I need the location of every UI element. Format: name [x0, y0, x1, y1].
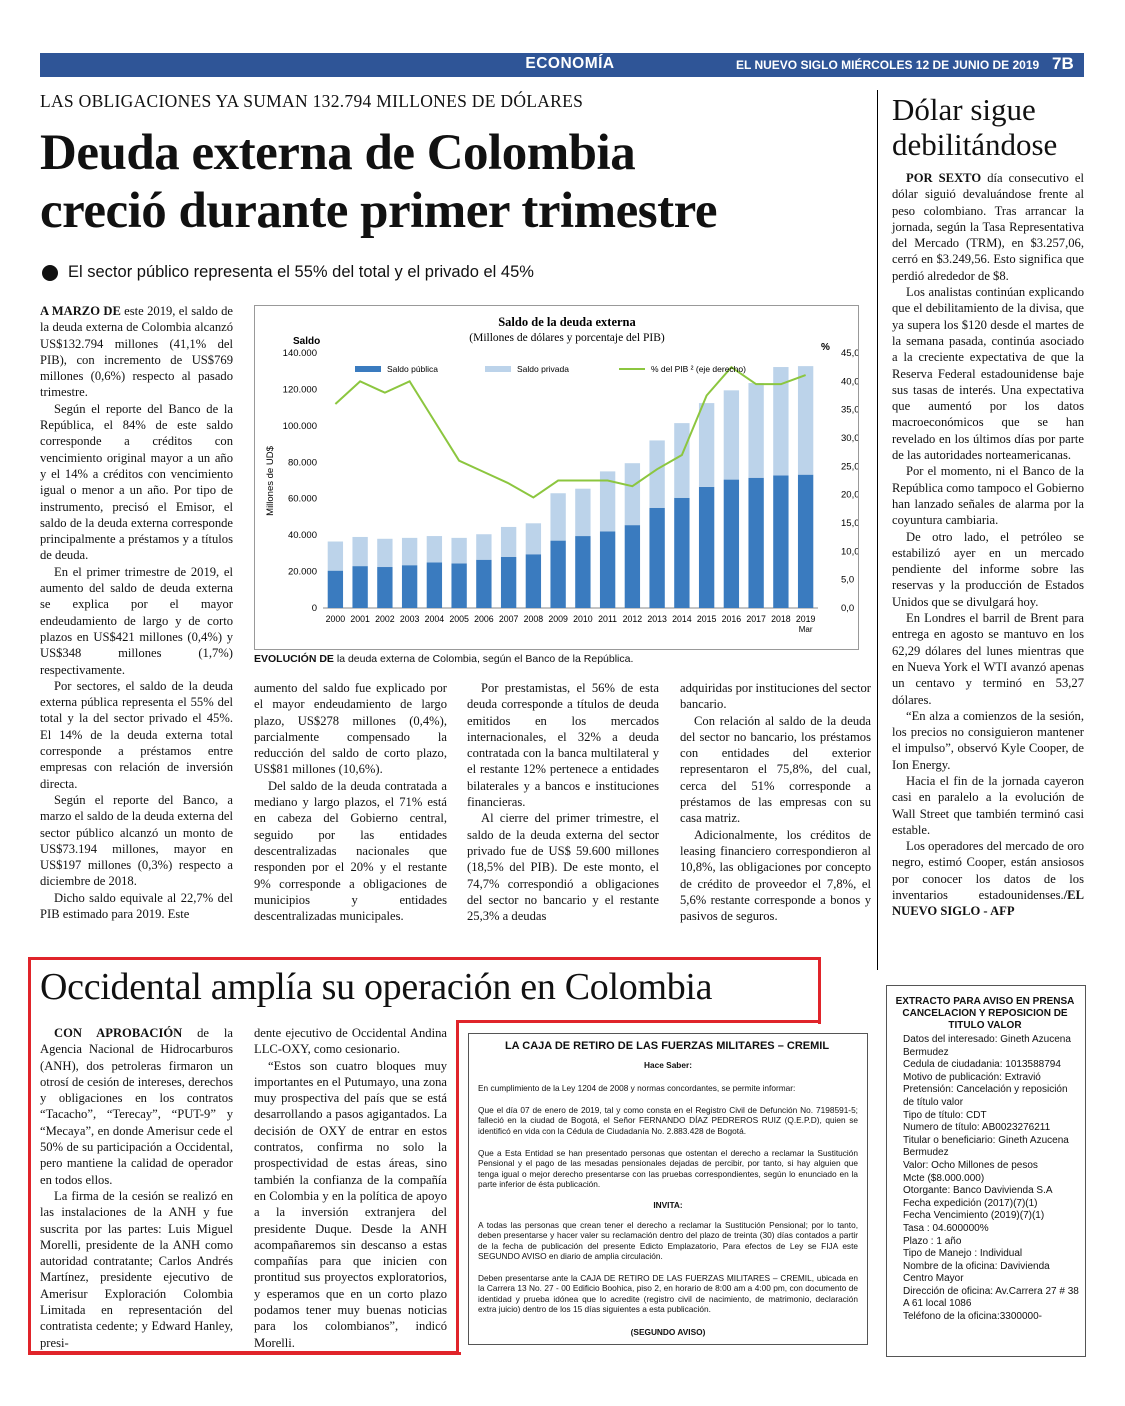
article-column-4 [680, 680, 871, 924]
sidebar-headline: Dólar sigue debilitándose [892, 92, 1058, 162]
x-tick-label: 2017 [746, 614, 766, 624]
bar-saldo-publica [575, 536, 590, 608]
legend-swatch [485, 366, 511, 372]
y-tick-label: 40.000 [287, 530, 317, 542]
bar-saldo-privada [550, 493, 565, 540]
bar-saldo-publica [451, 563, 466, 608]
y2-tick-label: 25,0 [841, 461, 858, 473]
chart-subtitle: (Millones de dólares y porcentaje del PIB) [469, 332, 665, 344]
x-tick-label: 2000 [325, 614, 346, 624]
extracto-line: Fecha expedición (2017)(7)(1) [903, 1197, 1038, 1209]
headline-line-1: Deuda externa de Colombia [40, 125, 636, 181]
extracto-line: Numero de título: AB0023276211 [903, 1122, 1051, 1134]
bar-saldo-publica [674, 498, 689, 608]
chart-title: Saldo de la deuda externa [498, 315, 636, 329]
paragraph: Hacia el fin de la jornada cayeron casi en paralelo a la evolución de Wall Street que también terminó casi estable. [892, 773, 1084, 837]
occidental-column-1 [40, 1025, 233, 1351]
paragraph: “En alza a comienzos de la sesión, los precios no consiguieron mantener el impulso”, observó Kyle Cooper, de Ion Energy. [892, 708, 1084, 772]
paragraph: Los analistas continúan explicando que el debilitamiento de la divisa, que ya supera los $120 desde el martes de la semana pasada, continúa asociado a la creciente expectativa de que la Reserva Federal estadounidense baje sus tasas de interés. Una expectativa que aumentó por los datos macroeconómicos que se han revelado en los últimos días por parte de las autoridades norteamericanas. [892, 285, 1084, 463]
bar-saldo-publica [773, 475, 788, 608]
paragraph: Del saldo de la deuda contratada a mediano y largo plazos, el 71% está en cabeza del Gobierno central, seguido por las entidades descentralizadas nacionales que responden por el 20% y el restante 9% corresponde a obligaciones de municipios y entidades descentralizadas municipales. [254, 778, 447, 924]
sidebar-article [892, 170, 1084, 920]
paragraph: de la Agencia Nacional de Hidrocarburos (ANH), dos petroleras firmaron un otrosí de cesión de intereses, derechos y obligaciones en los contratos “Tacacho”, “Terecay”, “PUT-9” y “Mecaya”, en donde Amerisur cede el 50% de su participación a Occidental, pero mantiene la calidad de operador en todos ellos. [40, 1026, 234, 1187]
x-tick-label: 2012 [622, 614, 643, 624]
cremil-paragraph: Que a Esta Entidad se han presentado personas que ostentan el derecho a reclamar la Sustitución Pensional y el pago de las mesadas pensionales dejadas de percibir, por tanto, si hay alguien que tenga igual o mejor derecho presentarse con las pruebas correspondientes, según lo enunciado en la parte inferior de ésta publicación. [478, 1148, 858, 1190]
x-tick-label: 2013 [647, 614, 667, 624]
x-tick-label: 2003 [399, 614, 420, 624]
paragraph: En Londres el barril de Brent para entrega en agosto se mantuvo en los 62,29 dólares del lunes mientras que en Nueva York el WTI avanzó apenas un centavo y terminó en 53,27 dólares. [892, 611, 1084, 707]
paragraph: De otro lado, el petróleo se estabilizó ayer en un mercado pendiente del informe sobre las reservas y la producción de Estados Unidos que se divulgará hoy. [892, 529, 1084, 609]
x-tick-label: 2018 [771, 614, 791, 624]
paragraph: La firma de la cesión se realizó en las instalaciones de la ANH y fue suscrita por las partes: Luis Miguel Morelli, presidente de la ANH como autoridad contratante; Carlos Andrés Martínez, presidente ejecutivo de Amerisur Exploración Colombia Limitada en representación del contratista cedente; y Edward Hanley, presi- [40, 1188, 233, 1350]
paragraph: En el primer trimestre de 2019, el aumento del saldo de deuda externa se explica por el mayor endeudamiento de largo y de corto plazos en US$421 millones (0,4%) y US$348 millones (1,7%) respectivamente. [40, 564, 233, 677]
chart-canvas [255, 306, 858, 649]
x-tick-label: 2019 [795, 614, 816, 624]
x-tick-label: 2015 [696, 614, 717, 624]
cremil-paragraph: Deben presentarse ante la CAJA DE RETIRO DE LAS FUERZAS MILITARES – CREMIL, ubicada en la Carrera 13 No. 27 - 00 Edificio Boohica, piso 2, en horario de 8:00 am a 4:00 pm, con documento de identidad y prueba idónea que lo acredite (registro civil de nacimiento, de matrimonio, declaración extra juicio) dentro de los 15 días siguientes a esta publicación. [478, 1273, 858, 1315]
cremil-paragraph: En cumplimiento de la Ley 1204 de 2008 y normas concordantes, se permite informar: [478, 1083, 796, 1093]
debt-chart [254, 305, 859, 650]
occidental-column-2 [254, 1025, 447, 1351]
highlight-box-base [28, 1351, 459, 1354]
paragraph: Según el reporte del Banco, a marzo el saldo de la deuda externa del sector público alcanzó un monto de US$73.194 millones, mayor en US$197 millones (0,3%) respecto a diciembre de 2018. [40, 792, 233, 889]
y-tick-label: 0 [311, 603, 317, 614]
bullet-icon [42, 265, 58, 281]
y2-tick-label: 0,0 [841, 603, 855, 614]
y-tick-label: 80.000 [287, 457, 317, 469]
y2-tick-label: 10,0 [841, 546, 858, 558]
paragraph: Por sectores, el saldo de la deuda externa pública representa el 55% del total y la del sector privado el 45%. El 14% de la deuda externa total corresponde a préstamos entre empresas con relación de inversión directa. [40, 678, 233, 791]
extracto-title: EXTRACTO PARA AVISO EN PRENSA CANCELACION Y REPOSICION DE TITULO VALOR [895, 996, 1075, 1031]
highlight-box-step-v [456, 1020, 459, 1354]
paragraph: “Estos son cuatro bloques muy importantes en el Putumayo, una zona muy prospectiva del país que se está desarrollando a pasos agigantados. La decisión de OXY de entrar en estos contratos, confirma no solo la prospectividad de estas áreas, sino también la confianza de la compañía en Colombia y en la política de apoyo a la inversión extranjera del presidente Duque. Desde la ANH acompañaremos sin descanso a estas compañías para que inicien con prontitud sus proyectos exploratorios, y esperamos que en un corto plazo podamos tener muy buenas noticias para los colombianos”, indicó Morelli. [254, 1058, 447, 1350]
bar-saldo-publica [427, 562, 442, 608]
extracto-line: Tipo de Manejo : Individual [903, 1248, 1023, 1260]
paragraph: dente ejecutivo de Occidental Andina LLC-OXY, como cesionario. [254, 1026, 447, 1057]
article-headline [40, 124, 860, 240]
bar-saldo-privada [699, 403, 714, 487]
paragraph: Dicho saldo equivale al 22,7% del PIB estimado para 2019. Este [40, 890, 233, 921]
occidental-lead: CON APROBACIÓN [54, 1026, 183, 1040]
y-axis-top-label: Saldo [293, 336, 321, 347]
bar-saldo-publica [328, 571, 343, 608]
bar-saldo-privada [798, 366, 813, 475]
x-tick-label: 2007 [498, 614, 519, 624]
bar-saldo-publica [550, 541, 565, 608]
bar-saldo-publica [352, 566, 367, 608]
y2-tick-label: 45,0 [841, 348, 858, 359]
x-tick-label: 2010 [573, 614, 593, 624]
y-tick-label: 100.000 [282, 420, 317, 432]
paragraph: Adicionalmente, los créditos de leasing financiero correspondieron al 10,8%, las obligaciones por concepto de crédito de proveedor el 7,8%, el 5,6% restante corresponde a bonos y pasivos de seguros. [680, 827, 871, 924]
y2-tick-label: 20,0 [841, 489, 858, 501]
page-number: 7B [1052, 54, 1074, 73]
y2-tick-label: 5,0 [841, 574, 855, 586]
highlight-box-step-h [456, 1020, 818, 1023]
chart-axes [283, 348, 858, 634]
extracto-line: Datos del interesado: Gineth Azucena Bermudez [903, 1034, 1071, 1058]
extracto-body [903, 1034, 1079, 1324]
legend-swatch [355, 366, 381, 372]
extracto-line: Nombre de la oficina: Davivienda Centro Mayor [903, 1260, 1050, 1285]
bar-saldo-privada [724, 390, 739, 479]
cremil-title: LA CAJA DE RETIRO DE LAS FUERZAS MILITARES – CREMIL [504, 1040, 830, 1052]
y-tick-label: 60.000 [287, 493, 317, 505]
x-tick-label: 2006 [474, 614, 494, 624]
y2-axis-top-label: % [821, 342, 830, 353]
paragraph: Los operadores del mercado de oro negro, estimó Cooper, están ansiosos por conocer los datos de los inventarios estadounidenses. [892, 839, 1084, 903]
bar-saldo-privada [427, 536, 442, 562]
extracto-line: Tipo de título: CDT [903, 1109, 987, 1121]
bar-saldo-publica [501, 557, 516, 608]
bar-saldo-privada [377, 539, 392, 567]
bar-saldo-privada [674, 423, 689, 498]
extracto-line: Mcte ($8.000.000) [903, 1172, 985, 1184]
bar-saldo-publica [476, 560, 491, 608]
newspaper-date-line: EL NUEVO SIGLO MIÉRCOLES 12 DE JUNIO DE 2019 [736, 58, 1040, 72]
y2-tick-label: 15,0 [841, 518, 858, 529]
sidebar-byline: /EL NUEVO SIGLO - AFP [892, 888, 1084, 919]
bar-saldo-publica [625, 525, 640, 608]
bar-saldo-privada [526, 523, 541, 554]
legend-label: Saldo privada [517, 364, 569, 374]
paragraph: Al cierre del primer trimestre, el saldo de la deuda externa del sector privado fue de US$ 59.600 millones (18,5% del PIB). De este monto, el 74,7% correspondió a obligaciones del sector no bancario y el restante 25,3% a deudas [467, 811, 659, 924]
bar-saldo-privada [352, 537, 367, 566]
bar-saldo-privada [748, 383, 763, 478]
paragraph: día consecutivo el dólar siguió devaluándose frente al peso colombiano. Tras arrancar la jornada, según la Tasa Representativa del Mercado (TRM), en $3.257,06, cerró en $3.249,56. Esto significa que perdió alrededor de $8. [892, 171, 1085, 283]
extracto-line: Valor: Ocho Millones de pesos [903, 1159, 1038, 1171]
caption-text: la deuda externa de Colombia, según el Banco de la República. [333, 653, 634, 665]
bar-saldo-privada [575, 489, 590, 536]
extracto-line: Tasa : 04.600000% [903, 1222, 989, 1234]
bar-saldo-publica [724, 480, 739, 608]
x-tick-label: 2005 [449, 614, 469, 624]
x-tick-label: 2004 [424, 614, 445, 624]
x-tick-label: 2002 [375, 614, 395, 624]
headline-line-2: creció durante primer trimestre [40, 183, 717, 239]
x-tick-label: 2009 [548, 614, 568, 624]
y-tick-label: 20.000 [287, 566, 317, 578]
paragraph: aumento del saldo fue explicado por el mayor endeudamiento de largo plazo, US$278 millones (0,4%), parcialmente compensado la reducción del saldo de corto plazo, US$81 millones (10,6%). [254, 681, 447, 777]
extracto-line: Cedula de ciudadania: 1013588794 [903, 1059, 1061, 1071]
y2-tick-label: 35,0 [841, 404, 858, 416]
article-column-3 [467, 680, 659, 924]
y-axis-label: Millones de UD$ [265, 446, 276, 516]
cremil-paragraph: Que el día 07 de enero de 2019, tal y como consta en el Registro Civil de Defunción No. 7198591-5; falleció en la ciudad de Bogotá, el Señor FERNANDO DÍAZ PEDREROS RUIZ (Q.E.P.D), quien se identificó en vida con la Cédula de Ciudadanía No. 2.883.428 de Bogotá. [478, 1105, 858, 1136]
legend-label: % del PIB ² (eje derecho) [651, 364, 746, 374]
paragraph: adquiridas por instituciones del sector bancario. [680, 681, 871, 712]
chart-legend [355, 364, 746, 374]
bar-saldo-publica [798, 475, 813, 608]
bar-saldo-privada [402, 538, 417, 565]
bar-saldo-publica [600, 532, 615, 609]
article-column-1 [40, 303, 233, 922]
bar-saldo-privada [328, 542, 343, 571]
caption-lead: EVOLUCIÓN DE [254, 653, 334, 665]
cremil-footer: (SEGUNDO AVISO) [630, 1327, 706, 1337]
bar-saldo-privada [649, 440, 664, 507]
bar-saldo-publica [402, 565, 417, 608]
paragraph: este 2019, el saldo de la deuda externa de Colombia alcanzó US$132.794 millones (41,1% del PIB), con incremento de US$769 millones (0,6%) respecto al pasado trimestre. [40, 304, 233, 400]
bar-saldo-publica [377, 567, 392, 608]
bar-saldo-publica [526, 554, 541, 608]
x-tick-label: 2014 [672, 614, 692, 624]
bar-saldo-privada [476, 534, 491, 560]
sidebar-lead: POR SEXTO [906, 171, 982, 185]
bar-saldo-publica [649, 508, 664, 608]
column-divider [877, 90, 878, 970]
x-tick-label: 2016 [721, 614, 742, 624]
extracto-line: Teléfono de la oficina:3300000- [903, 1311, 1042, 1323]
extracto-line: Fecha Vencimiento (2019)(7)(1) [903, 1210, 1045, 1222]
article-kicker: LAS OBLIGACIONES YA SUMAN 132.794 MILLONES DE DÓLARES [40, 91, 584, 111]
y-tick-label: 140.000 [282, 348, 317, 359]
bar-saldo-privada [451, 538, 466, 564]
extracto-line: Dirección de oficina: Av.Carrera 27 # 38 A 61 local 1086 [903, 1285, 1079, 1310]
article-subhead: El sector público representa el 55% del total y el privado el 45% [68, 263, 534, 281]
extracto-line: Pretensión: Cancelación y reposición de título valor [903, 1084, 1068, 1108]
bar-saldo-privada [501, 527, 516, 557]
chart-caption [254, 653, 633, 665]
bar-saldo-privada [625, 463, 640, 525]
cremil-hace-saber: Hace Saber: [644, 1060, 692, 1070]
x-tick-label: 2001 [350, 614, 370, 624]
bar-saldo-publica [699, 487, 714, 608]
cremil-invita: INVITA: [653, 1200, 683, 1210]
paragraph: Por el momento, ni el Banco de la República como tampoco el Gobierno han lanzado señales de alarma por la coyuntura cambiaria. [892, 464, 1084, 528]
extracto-line: Motivo de publicación: Extravió [903, 1071, 1041, 1083]
bar-saldo-publica [748, 478, 763, 608]
x-tick-label: 2008 [523, 614, 544, 624]
y2-tick-label: 40,0 [841, 376, 858, 388]
extracto-line: Titular o beneficiario: Gineth Azucena Bermudez [903, 1134, 1069, 1159]
paragraph: Con relación al saldo de la deuda del sector no bancario, los préstamos con entidades del exterior representaron el 75,8%, del cual, cerca del 51% corresponde a préstamos de las empresas con su casa matriz. [680, 713, 871, 826]
occidental-headline: Occidental amplía su operación en Colombia [40, 966, 713, 1008]
y-tick-label: 120.000 [282, 384, 317, 396]
extracto-line: Otorgante: Banco Davivienda S.A [903, 1185, 1053, 1197]
section-name: ECONOMÍA [525, 55, 615, 72]
paragraph: Por prestamistas, el 56% de esta deuda corresponde a títulos de deuda emitidos en los mercados internacionales, el 32% a deuda contratada con la banca multilateral y el restante 12% pertenece a entidades bilaterales y a bancos e instituciones financieras. [467, 681, 659, 810]
legend-label: Saldo pública [387, 364, 439, 374]
column-lead: A MARZO DE [40, 304, 121, 318]
article-column-2 [254, 680, 447, 924]
paragraph: Según el reporte del Banco de la República, el 84% de este saldo corresponde a créditos con vencimiento original mayor a un año y el 14% a créditos con vencimiento igual o menor a un año. Por tipo de instrumento, precisó el Emisor, el saldo de la deuda externa corresponde principalmente a préstamos y a títulos de deuda. [40, 401, 233, 563]
chart-bars [328, 366, 814, 608]
cremil-paragraph: A todas las personas que crean tener el derecho a reclamar la Sustitución Pensional; por lo tanto, deben presentarse y hacer valer su reclamación dentro del plazo de treinta (30) días contados a partir de la fecha de publicación del presente Edicto Emplazatorio, Para efectos de Ley se FIJA este SEGUNDO AVISO en diario de amplia circulación. [478, 1220, 858, 1262]
extracto-line: Plazo : 1 año [903, 1235, 962, 1247]
x-tick-label: 2011 [598, 614, 618, 624]
y2-tick-label: 30,0 [841, 433, 858, 444]
x-tick-note: Mar [798, 625, 813, 634]
